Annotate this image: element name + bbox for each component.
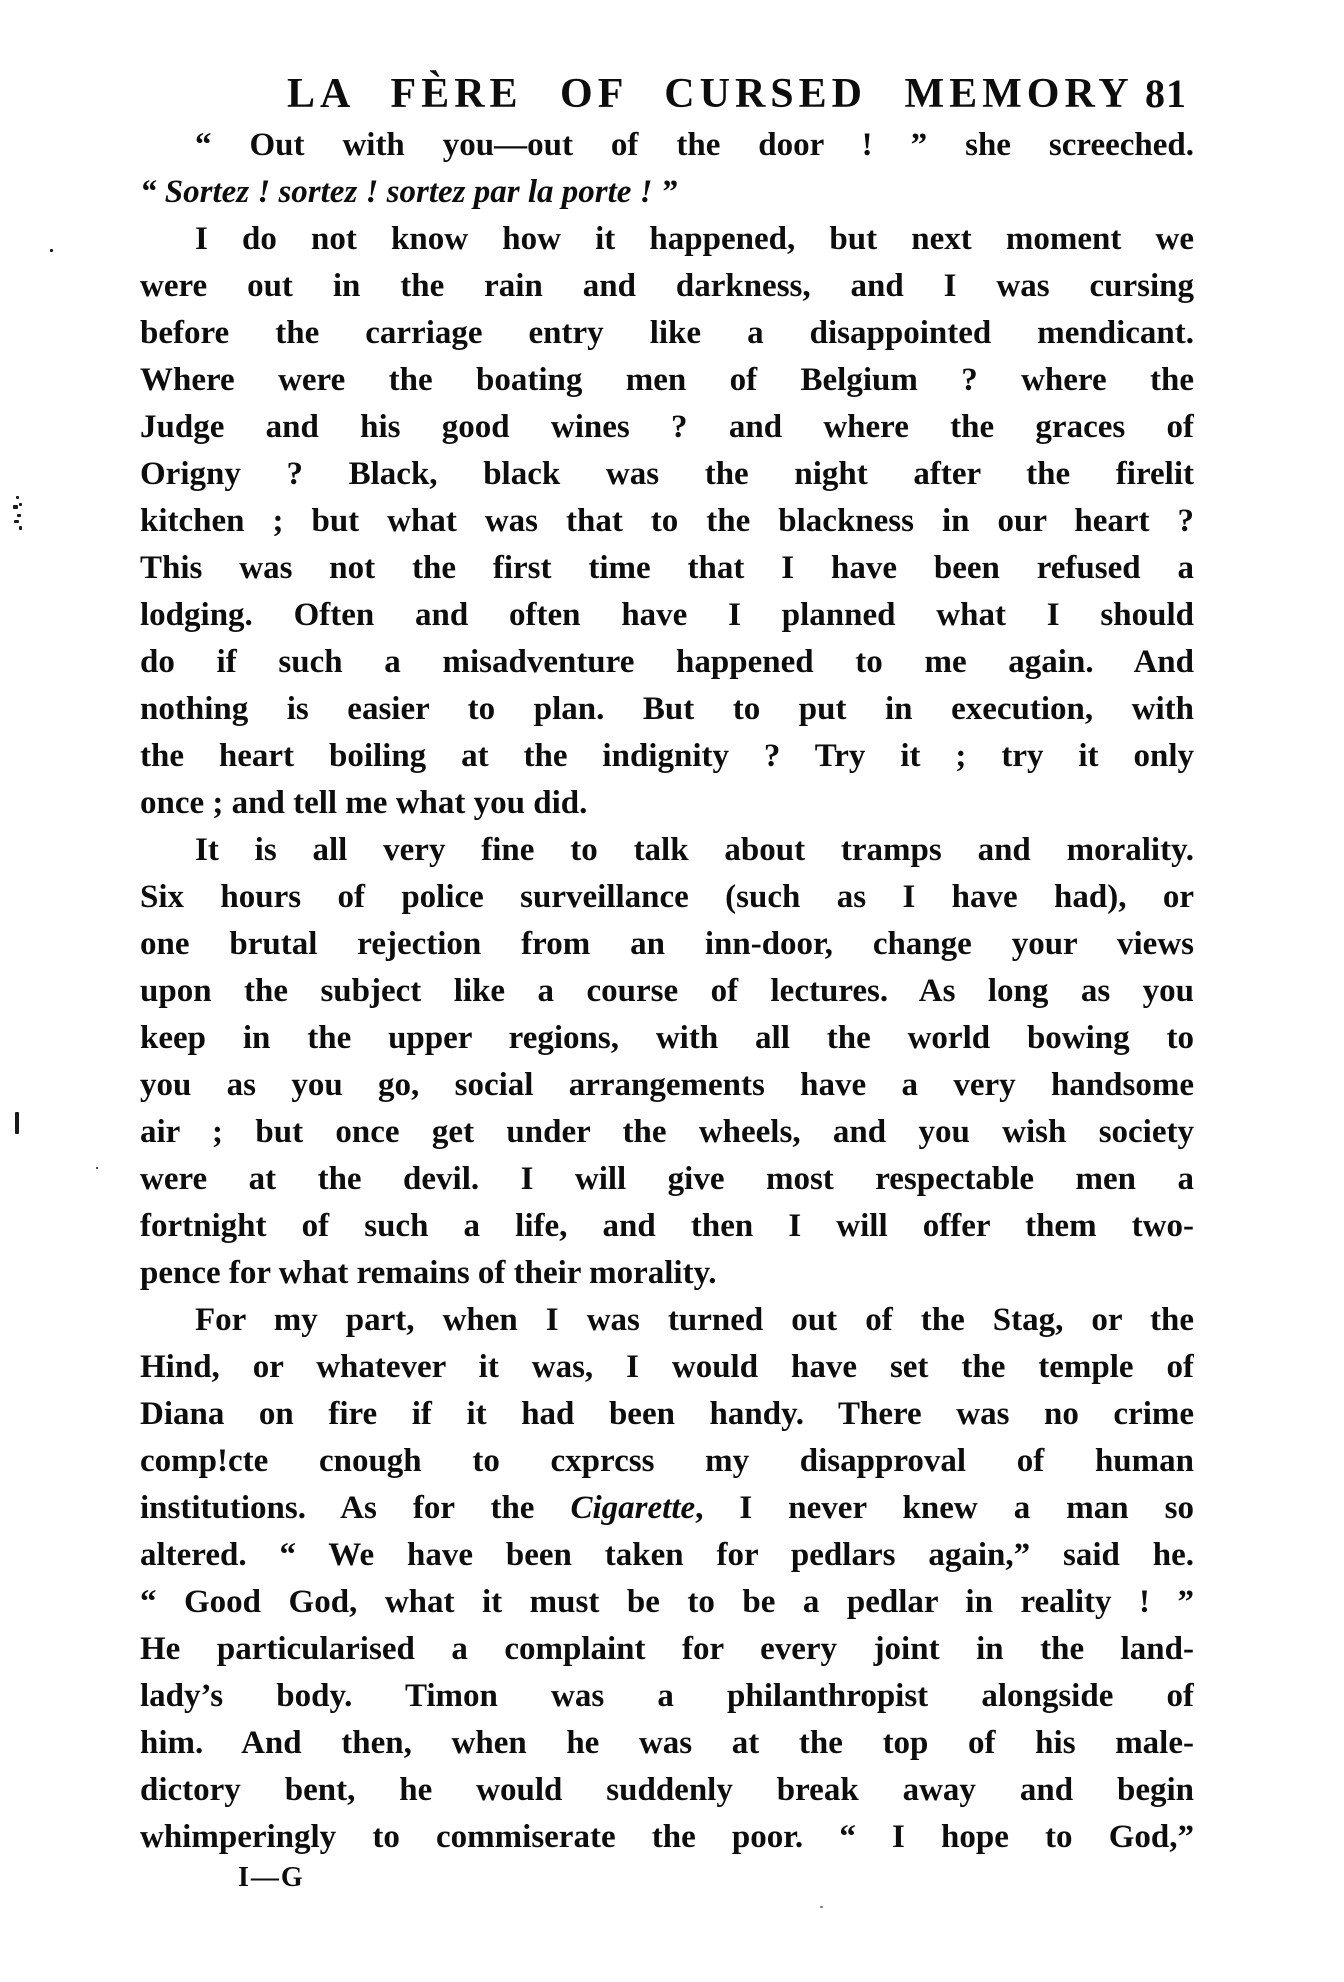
text-line: “ Sortez ! sortez ! sortez par la porte ! ” — [140, 174, 678, 210]
text-line: “ Good God, what it must be to be a pedlar in reality ! ” — [140, 1584, 1194, 1620]
text-line: you as you go, social arrangements have a very handsome — [140, 1067, 1194, 1103]
text-line: him. And then, when he was at the top of his male- — [140, 1725, 1194, 1761]
text-line: He particularised a complaint for every joint in the land- — [140, 1631, 1194, 1667]
scan-speck — [15, 1112, 19, 1134]
text-line: Where were the boating men of Belgium ? where the — [140, 362, 1194, 398]
text-line: Hind, or whatever it was, I would have set the temple of — [140, 1349, 1194, 1385]
page-number: 81 — [1145, 71, 1187, 116]
scan-speck — [14, 520, 19, 523]
text-line: before the carriage entry like a disappointed mendicant. — [140, 315, 1194, 351]
text-line: dictory bent, he would suddenly break away and begin — [140, 1772, 1194, 1808]
text-line: once ; and tell me what you did. — [140, 785, 588, 821]
scan-speck — [17, 514, 21, 517]
scan-speck — [820, 1906, 823, 1908]
text-line: It is all very fine to talk about tramps and morality. — [195, 832, 1194, 868]
text-line: Origny ? Black, black was the night after the firelit — [140, 456, 1194, 492]
text-line: I do not know how it happened, but next moment we — [195, 221, 1194, 257]
text-line: lady’s body. Timon was a philanthropist alongside of — [140, 1678, 1194, 1714]
text-line: “ Out with you—out of the door ! ” she screeched. — [195, 127, 1194, 163]
running-header — [287, 70, 1187, 118]
text-line: nothing is easier to plan. But to put in execution, with — [140, 691, 1194, 727]
scan-speck — [16, 496, 19, 499]
text-line: keep in the upper regions, with all the world bowing to — [140, 1020, 1194, 1056]
text-line: For my part, when I was turned out of the Stag, or the — [195, 1302, 1194, 1338]
text-line: Judge and his good wines ? and where the graces of — [140, 409, 1194, 445]
scan-speck — [96, 1167, 98, 1169]
text-line: were at the devil. I will give most respectable men a — [140, 1161, 1194, 1197]
text-line: one brutal rejection from an inn-door, change your views — [140, 926, 1194, 962]
text-line: kitchen ; but what was that to the blackness in our heart ? — [140, 503, 1194, 539]
text-line: the heart boiling at the indignity ? Try it ; try it only — [140, 738, 1194, 774]
text-line: institutions. As for the Cigarette, I never knew a man so — [140, 1490, 1194, 1526]
text-line: were out in the rain and darkness, and I was cursing — [140, 268, 1194, 304]
printer-signature: I—G — [238, 1862, 305, 1893]
text-line: whimperingly to commiserate the poor. “ I hope to God,” — [140, 1819, 1194, 1855]
text-line: comp!cte cnough to cxprcss my disapproval of human — [140, 1443, 1194, 1479]
scan-speck — [19, 503, 22, 506]
text-line: Six hours of police surveillance (such as I have had), or — [140, 879, 1194, 915]
text-line: air ; but once get under the wheels, and you wish society — [140, 1114, 1194, 1150]
text-line: do if such a misadventure happened to me again. And — [140, 644, 1194, 680]
text-line: This was not the first time that I have been refused a — [140, 550, 1194, 586]
page-text — [140, 122, 1194, 1861]
text-line: altered. “ We have been taken for pedlars again,” said he. — [140, 1537, 1194, 1573]
chapter-title: LA FÈRE OF CURSED MEMORY — [287, 71, 1134, 117]
scan-speck — [50, 249, 53, 252]
scan-speck — [19, 526, 22, 530]
text-line: fortnight of such a life, and then I will offer them two- — [140, 1208, 1194, 1244]
scan-speck — [13, 505, 18, 509]
text-line: upon the subject like a course of lectures. As long as you — [140, 973, 1194, 1009]
text-line: lodging. Often and often have I planned what I should — [140, 597, 1194, 633]
text-line: pence for what remains of their morality. — [140, 1255, 717, 1291]
text-line: Diana on fire if it had been handy. There was no crime — [140, 1396, 1194, 1432]
